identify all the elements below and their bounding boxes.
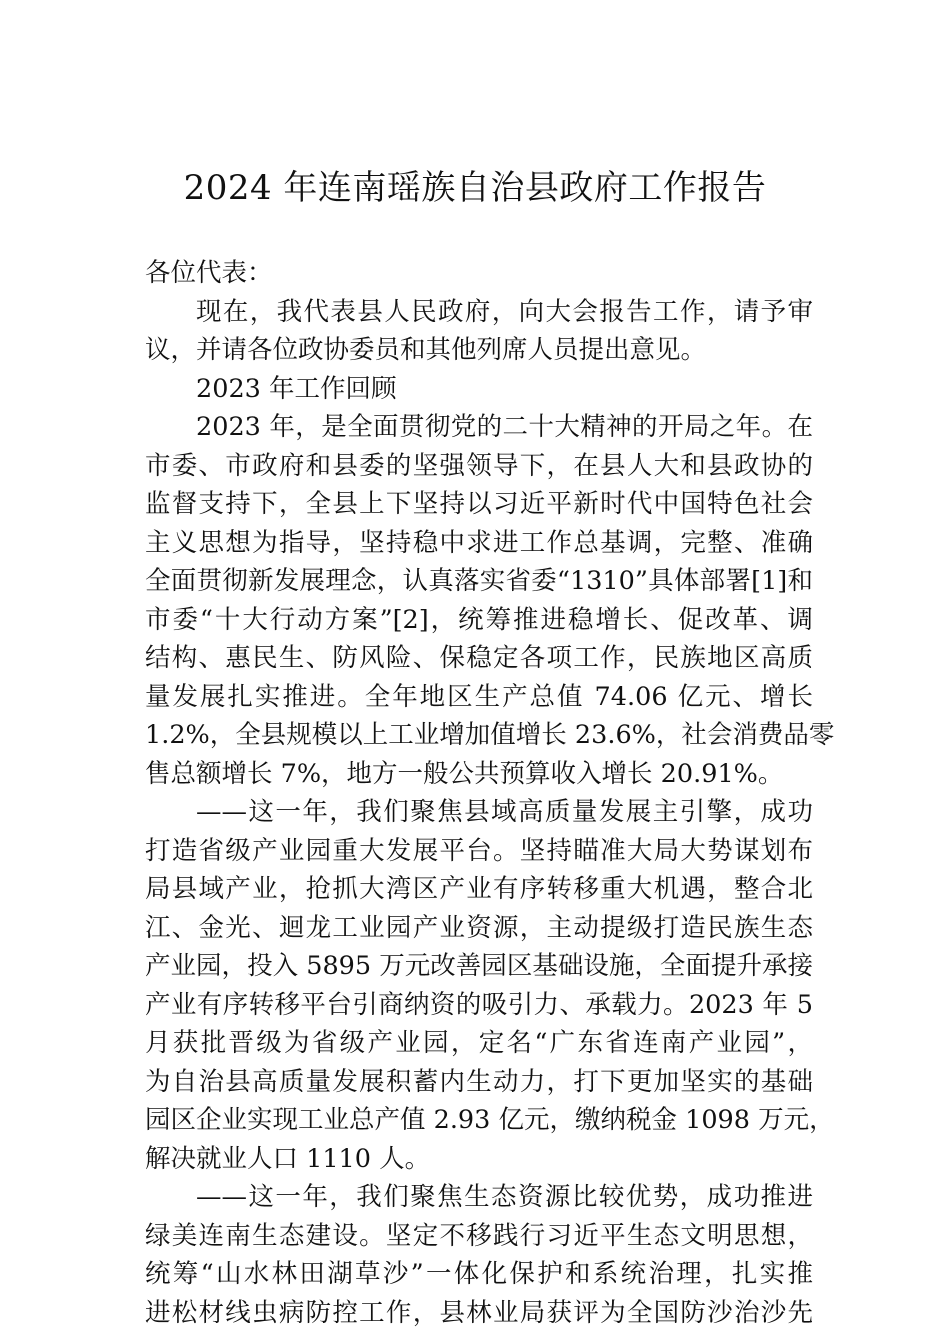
text-line: 各位代表：	[145, 258, 273, 288]
document-title: 2024 年连南瑶族自治县政府工作报告	[183, 168, 767, 208]
text-line: 打造省级产业园重大发展平台。坚持瞄准大局大势谋划布	[145, 835, 813, 866]
text-line: 2023 年工作回顾	[196, 373, 397, 404]
text-line: 市委“十大行动方案”[2]，统筹推进稳增长、促改革、调	[145, 604, 813, 635]
text-line: 全面贯彻新发展理念，认真落实省委“1310”具体部署[1]和	[145, 566, 813, 596]
text-line: ——这一年，我们聚焦生态资源比较优势，成功推进	[196, 1182, 813, 1212]
text-line: 2023 年，是全面贯彻党的二十大精神的开局之年。在	[196, 412, 813, 442]
text-line: 解决就业人口 1110 人。	[145, 1143, 431, 1174]
text-line: 进松材线虫病防控工作，县林业局获评为全国防沙治沙先	[145, 1297, 813, 1328]
text-line: 量发展扎实推进。全年地区生产总值 74.06 亿元、增长	[145, 681, 813, 712]
text-line: 局县域产业，抢抓大湾区产业有序转移重大机遇，整合北	[145, 874, 813, 904]
text-line: 结构、惠民生、防风险、保稳定各项工作，民族地区高质	[145, 643, 813, 673]
text-line: ——这一年，我们聚焦县域高质量发展主引擎，成功	[196, 797, 813, 827]
text-line: 江、金光、迴龙工业园产业资源，主动提级打造民族生态	[145, 912, 813, 943]
text-line: 现在，我代表县人民政府，向大会报告工作，请予审	[196, 296, 813, 327]
text-line: 为自治县高质量发展积蓄内生动力，打下更加坚实的基础	[145, 1066, 813, 1097]
text-line: 产业园，投入 5895 万元改善园区基础设施，全面提升承接	[145, 951, 813, 981]
text-line: 主义思想为指导，坚持稳中求进工作总基调，完整、准确	[145, 527, 813, 558]
document-body	[145, 254, 835, 1332]
text-line: 议，并请各位政协委员和其他列席人员提出意见。	[145, 335, 707, 365]
text-line: 园区企业实现工业总产值 2.93 亿元，缴纳税金 1098 万元，	[145, 1105, 835, 1135]
text-line: 1.2%，全县规模以上工业增加值增长 23.6%，社会消费品零	[145, 720, 835, 750]
text-line: 市委、市政府和县委的坚强领导下，在县人大和县政协的	[145, 450, 813, 481]
text-line: 售总额增长 7%，地方一般公共预算收入增长 20.91%。	[145, 758, 784, 789]
text-line: 统筹“山水林田湖草沙”一体化保护和系统治理，扎实推	[145, 1259, 813, 1289]
text-line: 监督支持下，全县上下坚持以习近平新时代中国特色社会	[145, 489, 813, 519]
text-line: 绿美连南生态建设。坚定不移践行习近平生态文明思想，	[145, 1220, 813, 1251]
text-line: 产业有序转移平台引商纳资的吸引力、承载力。2023 年 5	[145, 989, 813, 1020]
text-line: 月获批晋级为省级产业园，定名“广东省连南产业园”，	[145, 1028, 813, 1058]
